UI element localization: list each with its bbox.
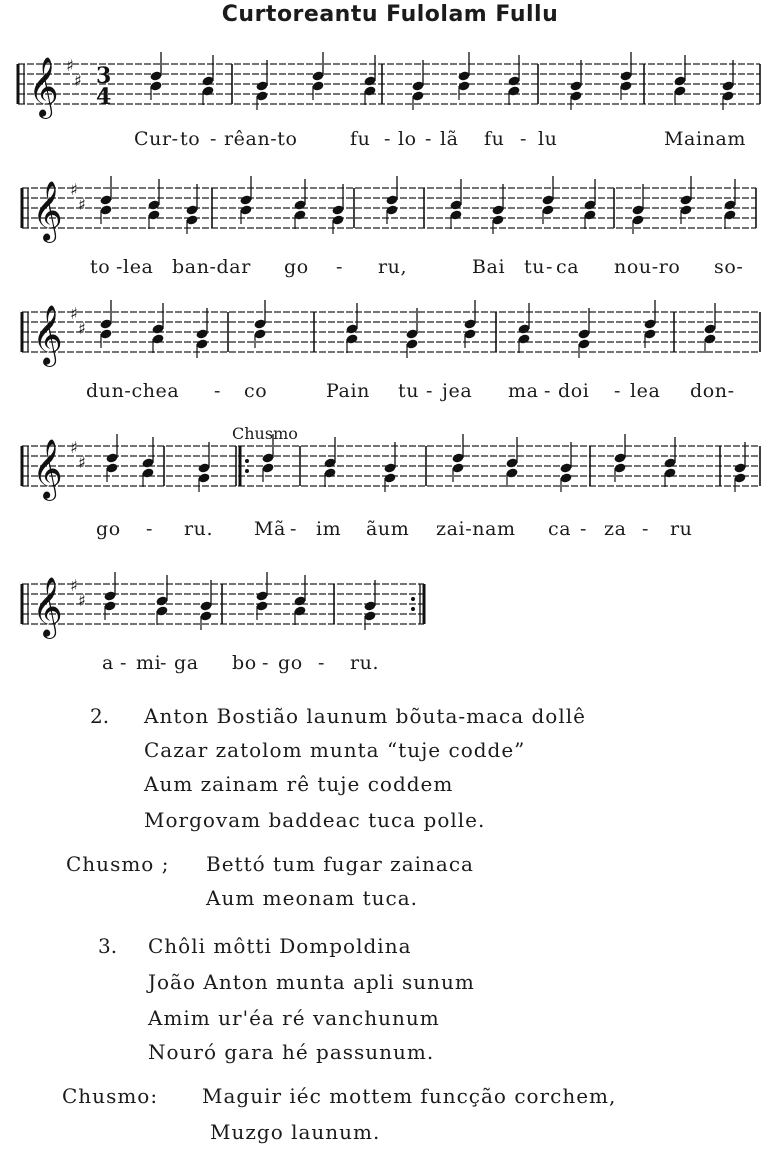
staff-system-3: [0, 300, 780, 410]
lyric-syllable: -: [146, 518, 154, 540]
sharp-icon: ♯: [78, 453, 86, 472]
lyric-syllable: to: [180, 128, 201, 150]
lyric-syllable: fu: [350, 128, 371, 150]
lyric-syllable: bo: [232, 652, 257, 674]
sharp-icon: ♯: [66, 56, 74, 75]
repeat-dot: [411, 597, 415, 601]
lyric-syllable: fu: [484, 128, 505, 150]
chorus-label: Chusmo ;: [66, 852, 170, 876]
verse-number: 2.: [90, 704, 110, 728]
chorus-line: Aum meonam tuca.: [206, 886, 419, 910]
sharp-icon: ♯: [78, 591, 86, 610]
lyric-syllable: -: [262, 652, 270, 674]
lyric-syllable: -: [384, 128, 392, 150]
lyric-syllable: jea: [442, 380, 473, 402]
staff-3: [0, 300, 780, 380]
lyric-syllable: -: [544, 380, 552, 402]
repeat-dot: [411, 607, 415, 611]
verse-line: Chôli môtti Dompoldina: [148, 934, 412, 958]
verse-line: João Anton munta apli sunum: [148, 970, 475, 994]
lyric-syllable: lo: [398, 128, 417, 150]
staff-system-1: [0, 52, 780, 162]
lyric-syllable: ban-dar: [172, 256, 251, 278]
lyric-syllable: -: [614, 380, 622, 402]
lyric-syllable: -: [426, 380, 434, 402]
lyric-syllable: im: [316, 518, 342, 540]
verse-line: Nouró gara hé passunum.: [148, 1040, 435, 1064]
lyric-syllable: Pain: [326, 380, 370, 402]
chorus-line: Bettó tum fugar zainaca: [206, 852, 474, 876]
staff-5: [0, 572, 780, 652]
lyric-syllable: -: [580, 518, 588, 540]
lyric-syllable: -: [546, 256, 554, 278]
verse-line: Morgovam baddeac tuca polle.: [144, 808, 486, 832]
lyric-syllable: co: [244, 380, 268, 402]
verse-number: 3.: [98, 934, 118, 958]
treble-clef-icon: 𝄞: [28, 57, 59, 117]
lyric-syllable: zai-nam: [436, 518, 516, 540]
lyric-syllable: ru.: [350, 652, 380, 674]
treble-clef-icon: 𝄞: [32, 577, 63, 637]
lyric-syllable: -: [210, 128, 218, 150]
lyric-syllable: ca: [548, 518, 572, 540]
treble-clef-icon: 𝄞: [32, 305, 63, 365]
lyric-syllable: -: [160, 652, 168, 674]
lyric-syllable: -: [336, 256, 344, 278]
time-signature-top: 3: [96, 63, 112, 89]
lyric-syllable: to: [90, 256, 111, 278]
lyric-syllable: a: [102, 652, 114, 674]
staff-system-4: [0, 434, 780, 544]
lyric-syllable: lã: [440, 128, 459, 150]
lyric-syllable: doi: [558, 380, 590, 402]
lyric-syllable: -: [642, 518, 650, 540]
chorus-line: Muzgo launum.: [210, 1120, 381, 1144]
staff-system-5: [0, 572, 780, 682]
chusmo-marker: Chusmo: [232, 424, 298, 443]
lyric-syllable: rêan-to: [224, 128, 298, 150]
lyric-syllable: Mã: [254, 518, 286, 540]
lyric-syllable: tu: [524, 256, 546, 278]
lyric-syllable: -: [425, 128, 433, 150]
verse-line: Cazar zatolom munta “tuje codde”: [144, 738, 526, 762]
lyric-syllable: ca: [556, 256, 580, 278]
treble-clef-icon: 𝄞: [32, 439, 63, 499]
lyric-syllable: dun-chea: [86, 380, 180, 402]
time-signature-bottom: 4: [96, 84, 112, 110]
lyric-syllable: go: [96, 518, 121, 540]
chorus-label: Chusmo:: [62, 1084, 159, 1108]
lyric-syllable: ãum: [366, 518, 410, 540]
lyric-syllable: ru: [670, 518, 693, 540]
sharp-icon: ♯: [70, 576, 78, 595]
lyric-syllable: lea: [630, 380, 661, 402]
lyric-syllable: Cur-: [134, 128, 179, 150]
lyric-syllable: -: [290, 518, 298, 540]
lyric-syllable: -: [318, 652, 326, 674]
verse-line: Aum zainam rê tuje coddem: [144, 772, 454, 796]
sharp-icon: ♯: [70, 304, 78, 323]
staff-1: [0, 52, 780, 132]
staff-2: [0, 176, 780, 256]
lyric-syllable: nou-ro: [614, 256, 681, 278]
repeat-dot: [245, 459, 249, 463]
lyric-syllable: Mainam: [664, 128, 747, 150]
lyric-syllable: ru.: [184, 518, 214, 540]
lyric-syllable: za: [604, 518, 627, 540]
sharp-icon: ♯: [74, 71, 82, 90]
verse-line: Anton Bostião launum bõuta-maca dollê: [144, 704, 586, 728]
song-title: Curtoreantu Fulolam Fullu: [221, 2, 559, 27]
lyric-syllable: ga: [174, 652, 199, 674]
lyric-syllable: Bai: [472, 256, 506, 278]
lyric-syllable: -: [214, 380, 222, 402]
lyric-syllable: -lea: [116, 256, 154, 278]
lyric-syllable: mi: [136, 652, 162, 674]
lyric-syllable: -: [120, 652, 128, 674]
lyric-syllable: don-: [690, 380, 735, 402]
staff-4: [0, 434, 780, 514]
lyric-syllable: tu: [398, 380, 420, 402]
lyric-syllable: ma: [508, 380, 539, 402]
treble-clef-icon: 𝄞: [32, 181, 63, 241]
staff-system-2: [0, 176, 780, 286]
lyric-syllable: so-: [714, 256, 744, 278]
lyric-syllable: ru,: [378, 256, 408, 278]
sharp-icon: ♯: [78, 195, 86, 214]
lyric-syllable: lu: [538, 128, 558, 150]
sharp-icon: ♯: [70, 438, 78, 457]
repeat-dot: [245, 469, 249, 473]
chorus-line: Maguir iéc mottem funcção corchem,: [202, 1084, 617, 1108]
lyric-syllable: go: [278, 652, 303, 674]
lyric-syllable: -: [520, 128, 528, 150]
lyric-syllable: go: [284, 256, 309, 278]
sharp-icon: ♯: [78, 319, 86, 338]
verse-line: Amim ur'éa ré vanchunum: [148, 1006, 440, 1030]
sharp-icon: ♯: [70, 180, 78, 199]
